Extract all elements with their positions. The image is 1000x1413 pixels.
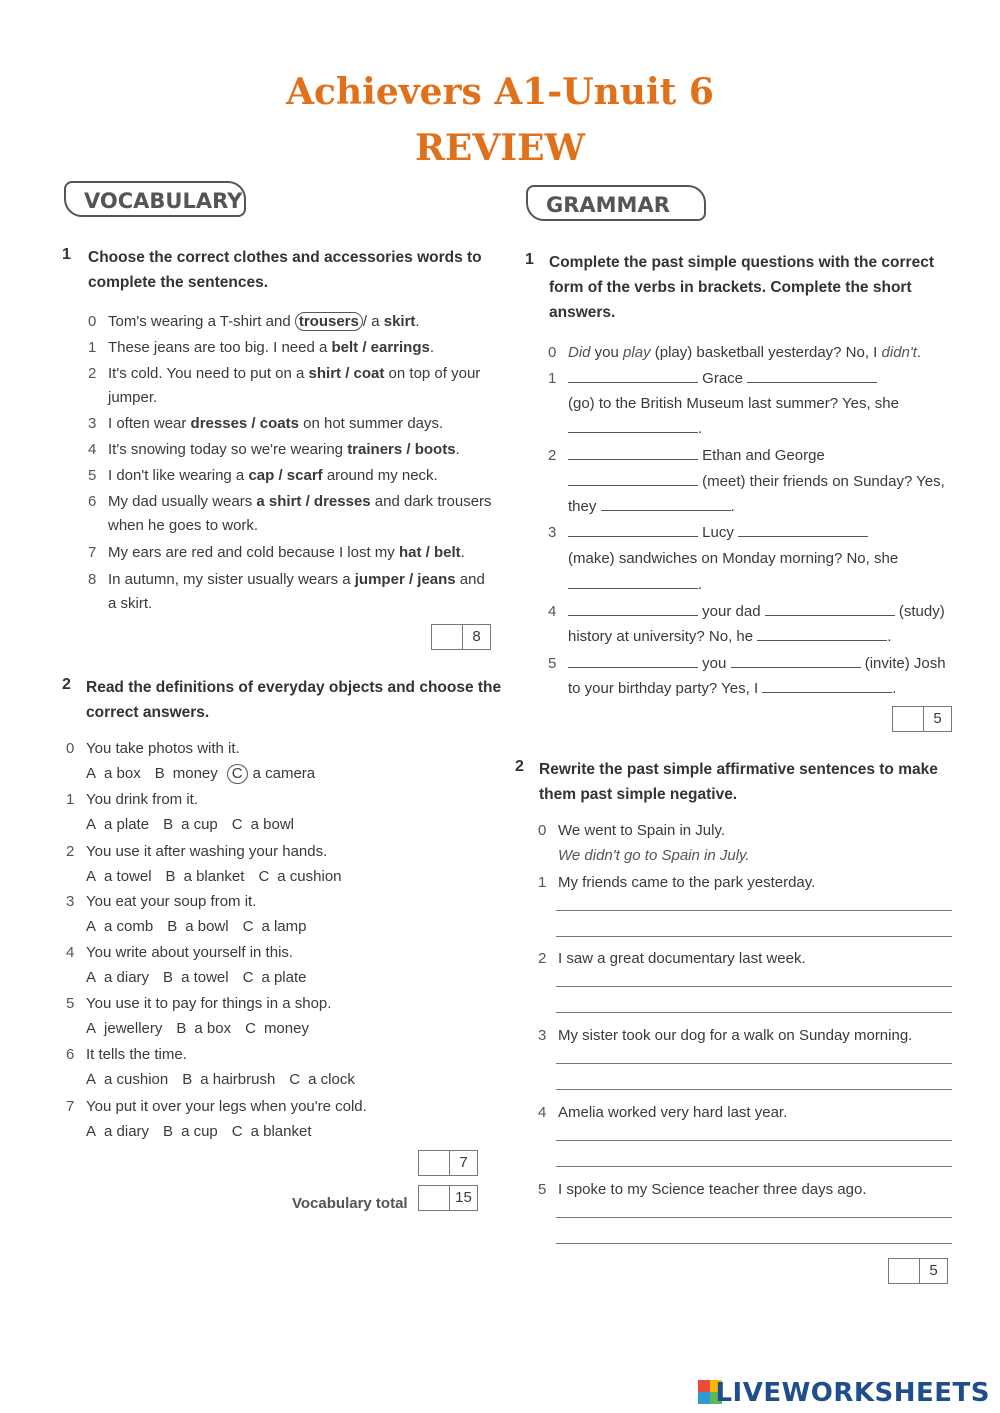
item-text: around my neck.	[322, 467, 438, 484]
grammar-q1-item-5	[548, 651, 946, 676]
item-text: on top of your	[384, 365, 481, 382]
answer-blank[interactable]	[568, 653, 698, 668]
item-text: You use it after washing your hands.	[86, 843, 328, 860]
grammar-q1-item-1	[548, 366, 877, 391]
item-text: history at university? No, he	[568, 628, 754, 645]
vocab-q1-item-0	[88, 309, 420, 334]
vocab-q2-score-box	[418, 1150, 478, 1176]
grammar-q1-item-1-line2: (go) to the British Museum last summer? Yes, she	[568, 395, 899, 412]
item-number: 3	[538, 1027, 547, 1044]
item-text: Lucy	[702, 524, 734, 541]
option-text: a diary	[104, 969, 150, 986]
option-c[interactable]	[289, 1067, 355, 1092]
answer-blank[interactable]	[568, 522, 698, 537]
vocab-q2-options	[86, 1067, 369, 1092]
grammar-q2-score-box	[888, 1258, 948, 1284]
item-text: your dad	[702, 603, 761, 620]
option-a[interactable]	[86, 1016, 162, 1041]
item-text: I saw a great documentary last week.	[558, 950, 806, 967]
item-text: .	[429, 339, 435, 356]
option-text: a cup	[181, 1123, 218, 1140]
option-choice[interactable]: dresses / coats	[190, 415, 299, 432]
option-a[interactable]	[86, 1119, 149, 1144]
vocab-q1-item-7[interactable]	[88, 540, 465, 565]
item-number: 4	[548, 603, 557, 620]
option-a[interactable]	[86, 914, 153, 939]
item-text: when he goes to work.	[108, 517, 259, 534]
vocab-q2-number: 2	[62, 676, 71, 693]
option-b	[155, 761, 218, 786]
item-text: Grace	[702, 370, 744, 387]
answer-blank[interactable]	[738, 522, 868, 537]
item-number: 1	[66, 791, 75, 808]
grammar-q1-item-2-line3: they .	[568, 498, 735, 515]
option-letter: C	[242, 918, 254, 935]
item-text: you	[702, 655, 727, 672]
grammar-q1-instruction	[549, 250, 934, 325]
grammar-q2-instruction-line: them past simple negative.	[539, 786, 738, 803]
vocabulary-section-label: VOCABULARY	[64, 181, 246, 217]
option-text: a hairbrush	[200, 1071, 276, 1088]
item-number: 5	[66, 995, 75, 1012]
option-letter: B	[163, 969, 174, 986]
item-number: 1	[538, 874, 547, 891]
option-letter: B	[154, 765, 165, 782]
grammar-q1-example	[548, 340, 921, 365]
vocab-q1-score-box	[431, 624, 491, 650]
option-c[interactable]	[245, 1016, 309, 1041]
grammar-q1-instruction-line: Complete the past simple questions with the correct	[549, 254, 934, 271]
item-text: In autumn, my sister usually wears a	[108, 571, 355, 588]
item-text: You write about yourself in this.	[86, 944, 294, 961]
answer-blank[interactable]	[568, 471, 698, 486]
vocab-q1-instruction-line: complete the sentences.	[88, 274, 269, 291]
grammar-q1-item-5-line2: to your birthday party? Yes, I .	[568, 680, 897, 697]
option-letter: A	[86, 1020, 97, 1037]
option-letter: C	[231, 816, 243, 833]
option-text: a bowl	[185, 918, 229, 935]
item-text: It tells the time.	[86, 1046, 187, 1063]
vocab-q1-item-8[interactable]	[88, 567, 485, 592]
item-number: 4	[66, 944, 75, 961]
grammar-q1-number: 1	[525, 251, 534, 268]
option-a[interactable]	[86, 812, 149, 837]
option-text: money	[172, 765, 218, 782]
option-letter: A	[86, 765, 97, 782]
option-text: a camera	[252, 765, 316, 782]
item-number: 0	[88, 313, 97, 330]
grammar-q1-item-4-line2: history at university? No, he .	[568, 628, 892, 645]
option-a[interactable]	[86, 1067, 168, 1092]
grammar-q1-score-box	[892, 706, 952, 732]
grammar-q2-example-answer: We didn't go to Spain in July.	[558, 847, 750, 864]
vocab-q2-item-5	[66, 991, 331, 1016]
vocab-q1-item-6-cont	[88, 513, 258, 538]
item-text: I don't like wearing a	[108, 467, 249, 484]
answer-blank[interactable]	[731, 653, 861, 668]
option-a[interactable]	[86, 965, 149, 990]
vocab-q2-options	[86, 1016, 323, 1041]
item-number: 2	[538, 950, 547, 967]
answer-writing-line[interactable]	[556, 1140, 952, 1141]
option-text: a cushion	[277, 868, 342, 885]
option-letter: A	[86, 969, 97, 986]
grammar-q1-item-3	[548, 520, 868, 545]
circled-answer: trousers	[295, 312, 363, 331]
grammar-q1-instruction-line: answers.	[549, 304, 616, 321]
item-number: 2	[548, 447, 557, 464]
item-text: and	[455, 571, 485, 588]
vocab-q1-item-8-cont	[88, 591, 152, 616]
vocab-q1-instruction-line: Choose the correct clothes and accessories words to	[88, 249, 482, 266]
option-choice[interactable]: jumper / jeans	[354, 571, 456, 588]
option-letter: A	[86, 918, 97, 935]
option-letter: A	[86, 868, 97, 885]
vocab-q2-options	[86, 914, 320, 939]
grammar-q2-item-5	[538, 1177, 867, 1202]
option-c[interactable]	[258, 864, 341, 889]
answer-writing-line[interactable]	[556, 1089, 952, 1090]
option-text: money	[263, 1020, 309, 1037]
vocab-q1-item-2[interactable]	[88, 361, 480, 386]
item-text: you	[590, 344, 624, 361]
option-b[interactable]	[182, 1067, 275, 1092]
score-entry[interactable]	[419, 1186, 450, 1210]
grammar-q1-instruction-line: form of the verbs in brackets. Complete the short	[549, 279, 912, 296]
option-text: a box	[104, 765, 141, 782]
answer-blank[interactable]	[747, 368, 877, 383]
worksheet-title: Achievers A1-Unuit 6	[286, 71, 714, 113]
item-text: (study)	[898, 603, 945, 620]
vocab-q2-instruction-line: correct answers.	[86, 704, 210, 721]
option-a[interactable]	[86, 864, 152, 889]
item-text: .	[455, 441, 460, 458]
option-letter: B	[165, 868, 176, 885]
item-text: I often wear	[108, 415, 191, 432]
option-b[interactable]	[163, 812, 218, 837]
option-letter: C	[242, 969, 254, 986]
vocab-q2-options	[86, 864, 356, 889]
example-answer: didn't	[881, 344, 917, 361]
option-text: jewellery	[104, 1020, 163, 1037]
option-text: a clock	[308, 1071, 355, 1088]
answer-writing-line[interactable]	[556, 936, 952, 937]
option-choice[interactable]: a shirt / dresses	[256, 493, 371, 510]
option-c[interactable]	[243, 965, 307, 990]
item-text: My ears are red and cold because I lost my	[108, 544, 399, 561]
option-text: a comb	[104, 918, 154, 935]
score-max: 5	[929, 1262, 938, 1279]
item-text: My friends came to the park yesterday.	[558, 874, 816, 891]
item-number: 3	[548, 524, 557, 541]
option-text: a plate	[104, 816, 150, 833]
vocab-q2-item-4	[66, 940, 293, 965]
brand-wordmark: LIVEWORKSHEETS	[715, 1378, 990, 1408]
item-text: .	[415, 313, 420, 330]
option-text: a lamp	[261, 918, 307, 935]
option-letter: B	[163, 1123, 174, 1140]
item-text: jumper.	[108, 389, 158, 406]
item-number: 3	[66, 893, 75, 910]
score-entry[interactable]	[889, 1259, 920, 1283]
item-text: on hot summer days.	[298, 415, 444, 432]
vocab-q2-instruction-line: Read the definitions of everyday objects and choose the	[86, 679, 502, 696]
vocab-q2-item-1	[66, 787, 198, 812]
answer-blank[interactable]	[568, 574, 698, 589]
grammar-q2-item-4	[538, 1100, 787, 1125]
grammar-q2-item-2	[538, 946, 806, 971]
vocab-q2-options	[86, 965, 320, 990]
grammar-q2-item-3	[538, 1023, 912, 1048]
vocabulary-total-label: Vocabulary total	[292, 1195, 408, 1212]
option-c[interactable]	[243, 914, 307, 939]
vocab-q2-item-7	[66, 1094, 367, 1119]
vocab-q2-item-3	[66, 889, 256, 914]
item-text: You drink from it.	[86, 791, 198, 808]
item-number: 5	[88, 467, 97, 484]
option-letter: B	[176, 1020, 187, 1037]
item-text: You eat your soup from it.	[86, 893, 257, 910]
option-b[interactable]	[163, 1119, 218, 1144]
item-number: 4	[88, 441, 97, 458]
option-choice[interactable]: cap / scarf	[248, 467, 323, 484]
option-text: a plate	[261, 969, 307, 986]
option-text: a blanket	[183, 868, 245, 885]
item-text: Ethan and George	[702, 447, 825, 464]
item-number: 1	[548, 370, 557, 387]
item-number: 8	[88, 571, 97, 588]
item-number: 3	[88, 415, 97, 432]
option-c[interactable]	[232, 812, 294, 837]
item-text: You put it over your legs when you're cold.	[86, 1098, 367, 1115]
item-text: (play) basketball yesterday? No, I	[650, 344, 882, 361]
vocab-q1-item-4[interactable]	[88, 437, 460, 462]
answer-blank[interactable]	[765, 601, 895, 616]
item-text: We went to Spain in July.	[558, 822, 726, 839]
item-number: 4	[538, 1104, 547, 1121]
option-text: a bowl	[250, 816, 294, 833]
answer-blank[interactable]	[568, 445, 698, 460]
item-text: It's cold. You need to put on a	[108, 365, 309, 382]
option-letter: A	[86, 1071, 97, 1088]
item-number: 6	[66, 1046, 75, 1063]
option-b[interactable]	[167, 914, 228, 939]
answer-blank[interactable]	[757, 626, 887, 641]
option-b[interactable]	[163, 965, 229, 990]
grammar-q2-number: 2	[515, 758, 524, 775]
vocab-q2-options	[86, 812, 308, 837]
item-text: It's snowing today so we're wearing	[108, 441, 348, 458]
option-choice[interactable]: trainers / boots	[347, 441, 456, 458]
score-entry[interactable]	[419, 1151, 450, 1175]
vocab-q2-options	[86, 761, 329, 786]
option-letter: B	[163, 816, 174, 833]
grammar-q1-item-2-line2	[568, 469, 945, 494]
option-text: a cup	[181, 816, 218, 833]
item-text: I spoke to my Science teacher three days ago.	[558, 1181, 867, 1198]
item-text: (meet) their friends on Sunday? Yes,	[702, 473, 945, 490]
option-choice[interactable]: belt / earrings	[331, 339, 430, 356]
item-text: My sister took our dog for a walk on Sunday morning.	[558, 1027, 913, 1044]
answer-writing-line[interactable]	[556, 986, 952, 987]
option-b[interactable]	[166, 864, 245, 889]
option-c[interactable]	[232, 1119, 312, 1144]
grammar-q2-item-1	[538, 870, 815, 895]
item-number: 5	[548, 655, 557, 672]
option-text: a towel	[104, 868, 152, 885]
vocab-q2-item-0	[66, 736, 240, 761]
vocab-q2-instruction	[86, 675, 501, 725]
item-text: You use it to pay for things in a shop.	[86, 995, 332, 1012]
score-entry[interactable]	[432, 625, 463, 649]
grammar-q2-instruction-line: Rewrite the past simple affirmative sentences to make	[539, 761, 938, 778]
item-text: Tom's wearing a T-shirt and	[108, 313, 295, 330]
option-text: a cushion	[104, 1071, 169, 1088]
grammar-q1-item-2	[548, 443, 825, 468]
worksheet-subtitle: REVIEW	[415, 127, 585, 169]
answer-writing-line[interactable]	[556, 1217, 952, 1218]
example-answer: Did	[568, 344, 591, 361]
option-b[interactable]	[176, 1016, 231, 1041]
item-number: 0	[538, 822, 547, 839]
vocab-q1-item-5[interactable]	[88, 463, 438, 488]
option-text: a box	[194, 1020, 232, 1037]
option-c	[232, 761, 315, 786]
answer-writing-line[interactable]	[556, 1243, 952, 1244]
item-number: 7	[88, 544, 97, 561]
answer-writing-line[interactable]	[556, 1166, 952, 1167]
grammar-q2-example	[538, 818, 725, 843]
item-number: 5	[538, 1181, 547, 1198]
item-text: they	[568, 498, 597, 515]
answer-writing-line[interactable]	[556, 1012, 952, 1013]
item-text: These jeans are too big. I need a	[108, 339, 332, 356]
score-max: 8	[472, 628, 481, 645]
option-letter: A	[86, 1123, 97, 1140]
option-choice[interactable]: hat / belt	[398, 544, 461, 561]
option-word: skirt	[383, 313, 416, 330]
item-number: 0	[548, 344, 557, 361]
grammar-q2-instruction	[539, 757, 938, 807]
answer-blank[interactable]	[568, 418, 698, 433]
option-text: a towel	[181, 969, 229, 986]
score-entry[interactable]	[893, 707, 924, 731]
vocab-q1-item-6[interactable]	[88, 489, 492, 514]
grammar-q1-item-4	[548, 599, 945, 624]
option-choice[interactable]: shirt / coat	[308, 365, 385, 382]
example-answer: play	[623, 344, 651, 361]
item-number: 1	[88, 339, 97, 356]
item-number: 7	[66, 1098, 75, 1115]
item-text: / a	[362, 313, 384, 330]
option-letter: C	[231, 1123, 243, 1140]
item-text: and dark trousers	[370, 493, 492, 510]
item-number: 6	[88, 493, 97, 510]
item-text: My dad usually wears	[108, 493, 257, 510]
item-number: 2	[66, 843, 75, 860]
vocab-q1-instruction	[88, 245, 482, 295]
vocab-q1-item-3[interactable]	[88, 411, 443, 436]
option-letter: C	[258, 868, 270, 885]
answer-blank[interactable]	[601, 496, 731, 511]
item-text: You take photos with it.	[86, 740, 240, 757]
option-letter: C	[227, 764, 248, 784]
answer-blank[interactable]	[568, 601, 698, 616]
item-text: (invite) Josh	[864, 655, 946, 672]
answer-blank[interactable]	[568, 368, 698, 383]
option-letter: A	[86, 816, 97, 833]
option-letter: B	[182, 1071, 193, 1088]
grammar-q1-item-3-line3: .	[568, 572, 702, 597]
option-letter: B	[167, 918, 178, 935]
score-max: 7	[459, 1154, 468, 1171]
vocab-q2-options	[86, 1119, 326, 1144]
item-text: to your birthday party? Yes, I	[568, 680, 759, 697]
grammar-q1-item-3-line2: (make) sandwiches on Monday morning? No, she	[568, 550, 899, 567]
answer-writing-line[interactable]	[556, 1063, 952, 1064]
grammar-q1-item-1-line3: .	[568, 416, 702, 441]
score-max: 15	[455, 1189, 472, 1206]
vocab-q2-item-2	[66, 839, 327, 864]
item-number: 2	[88, 365, 97, 382]
item-text: .	[916, 344, 922, 361]
answer-blank[interactable]	[762, 678, 892, 693]
vocab-q2-item-6	[66, 1042, 187, 1067]
answer-writing-line[interactable]	[556, 910, 952, 911]
item-number: 0	[66, 740, 75, 757]
grammar-section-label: GRAMMAR	[526, 185, 706, 221]
option-text: a diary	[104, 1123, 150, 1140]
vocab-q1-item-1[interactable]	[88, 335, 434, 360]
vocab-q1-number: 1	[62, 246, 71, 263]
score-max: 5	[933, 710, 942, 727]
item-text: a skirt.	[108, 595, 153, 612]
item-text: Amelia worked very hard last year.	[558, 1104, 788, 1121]
option-letter: C	[245, 1020, 256, 1037]
vocabulary-total-box	[418, 1185, 478, 1211]
option-letter: C	[289, 1071, 301, 1088]
vocab-q1-item-2-cont	[88, 385, 157, 410]
item-text: .	[460, 544, 465, 561]
option-text: a blanket	[250, 1123, 312, 1140]
option-a	[86, 761, 141, 786]
